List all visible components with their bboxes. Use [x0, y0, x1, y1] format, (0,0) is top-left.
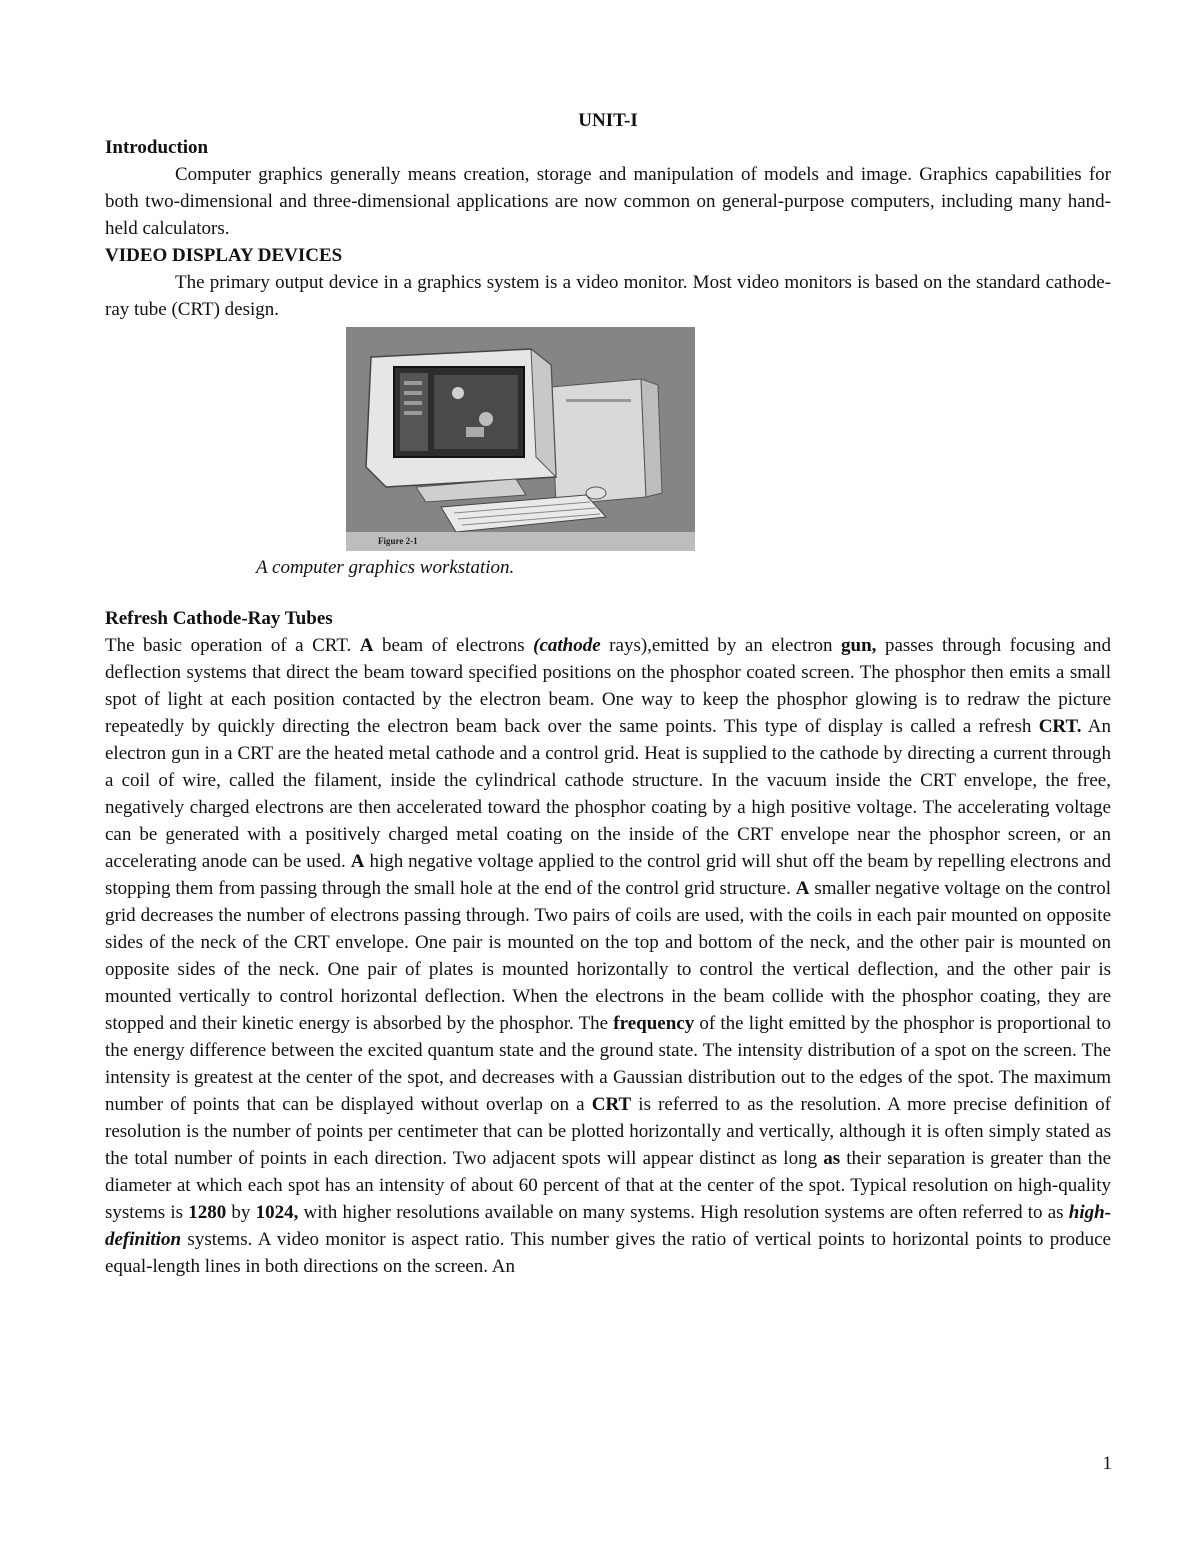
refresh-bold-2: gun, — [841, 635, 877, 656]
page-content — [105, 108, 1111, 1280]
workstation-illustration — [346, 327, 695, 551]
refresh-text-13: systems. A video monitor is aspect ratio. This number gives the ratio of vertical points to horizontal points to produce equal-length lines in both directions on the screen. An — [105, 1229, 1111, 1277]
page-number: 1 — [1102, 1453, 1112, 1474]
refresh-bold-1: A — [359, 635, 374, 656]
refresh-bold-7: CRT — [591, 1094, 632, 1115]
refresh-text-12: with higher resolutions available on many systems. High resolution systems are often referred to as — [298, 1202, 1069, 1223]
refresh-text-11: by — [226, 1202, 256, 1223]
intro-paragraph: Computer graphics generally means creation, storage and manipulation of models and image. Graphics capabilities for both two-dimensional and three-dimensional applications are now common on general-purpose computers, including many hand-held calculators. — [105, 164, 1111, 239]
refresh-text-4: passes through focusing and deflection systems that direct the beam toward specified positions on the phosphor coated screen. The phosphor then emits a small spot of light at each position contacted by the electron beam. One way to keep the phosphor glowing is to redraw the picture repeatedly by quickly directing the electron beam back over the same points. This type of display is called a refresh — [105, 635, 1111, 737]
refresh-text-1: The basic operation of a CRT. — [105, 635, 360, 656]
refresh-text-5: An electron gun in a CRT are the heated metal cathode and a control grid. Heat is supplied to the cathode by directing a current through a coil of wire, called the filament, inside the cylindrical cathode structure. In the vacuum inside the CRT envelope, the free, negatively charged electrons are then accelerated toward the phosphor coating by a high positive voltage. The accelerating voltage can be generated with a positively charged metal coating on the inside of the CRT envelope near the phosphor screen, or an accelerating anode can be used. — [105, 716, 1111, 872]
intro-heading: Introduction — [105, 137, 209, 158]
refresh-bold-italic-2: high-definition — [105, 1202, 1111, 1250]
refresh-bold-6: frequency — [613, 1013, 695, 1034]
refresh-text-10: their separation is greater than the diameter at which each spot has an intensity of about 60 percent of that at the center of the spot. Typical resolution on high-quality systems is — [105, 1148, 1112, 1223]
refresh-text-8: of the light emitted by the phosphor is proportional to the energy difference between the excited quantum state and the ground state. The intensity distribution of a spot on the screen. The intensity is greatest at the center of the spot, and decreases with a Gaussian distribution out to the edges of the spot. The maximum number of points that can be displayed without overlap on a — [105, 1013, 1111, 1115]
workstation-photo — [346, 327, 695, 551]
refresh-text-3: rays),emitted by an electron — [600, 635, 842, 656]
refresh-bold-3: CRT. — [1038, 716, 1082, 737]
unit-title: UNIT-I — [578, 110, 638, 131]
section-spacer — [105, 581, 1111, 605]
figure-container — [105, 323, 1111, 551]
refresh-bold-4: A — [350, 851, 365, 872]
video-paragraph: The primary output device in a graphics system is a video monitor. Most video monitors is based on the standard cathode-ray tube (CRT) design. — [105, 272, 1111, 320]
figure-caption: A computer graphics workstation. — [256, 557, 515, 578]
refresh-bold-5: A — [795, 878, 810, 899]
refresh-text-6: high negative voltage applied to the control grid will shut off the beam by repelling electrons and stopping them from passing through the small hole at the end of the control grid structure. — [105, 851, 1111, 899]
refresh-text-2: beam of electrons — [373, 635, 534, 656]
refresh-text-9: is referred to as the resolution. A more precise definition of resolution is the number of points per centimeter that can be plotted horizontally and vertically, although it is often simply stated as the total number of points in each direction. Two adjacent spots will appear distinct as long — [105, 1094, 1111, 1169]
refresh-text-7: smaller negative voltage on the control grid decreases the number of electrons passing through. Two pairs of coils are used, with the coils in each pair mounted on opposite sides of the neck of the CRT envelope. One pair is mounted on the top and bottom of the neck, and the other pair is mounted on opposite sides of the neck. One pair of plates is mounted horizontally to control the vertical deflection, and the other pair is mounted vertically to control horizontal deflection. When the electrons in the beam collide with the phosphor coating, they are stopped and their kinetic energy is absorbed by the phosphor. The — [105, 878, 1111, 1034]
video-heading: VIDEO DISPLAY DEVICES — [105, 245, 343, 266]
refresh-bold-10: 1024, — [255, 1202, 299, 1223]
refresh-bold-9: 1280 — [188, 1202, 227, 1223]
refresh-bold-italic-1: (cathode — [533, 635, 601, 656]
figure-label: Figure 2-1 — [378, 536, 418, 546]
refresh-paragraph — [105, 632, 1111, 1280]
refresh-heading: Refresh Cathode-Ray Tubes — [105, 608, 333, 629]
refresh-bold-8: as — [823, 1148, 841, 1169]
